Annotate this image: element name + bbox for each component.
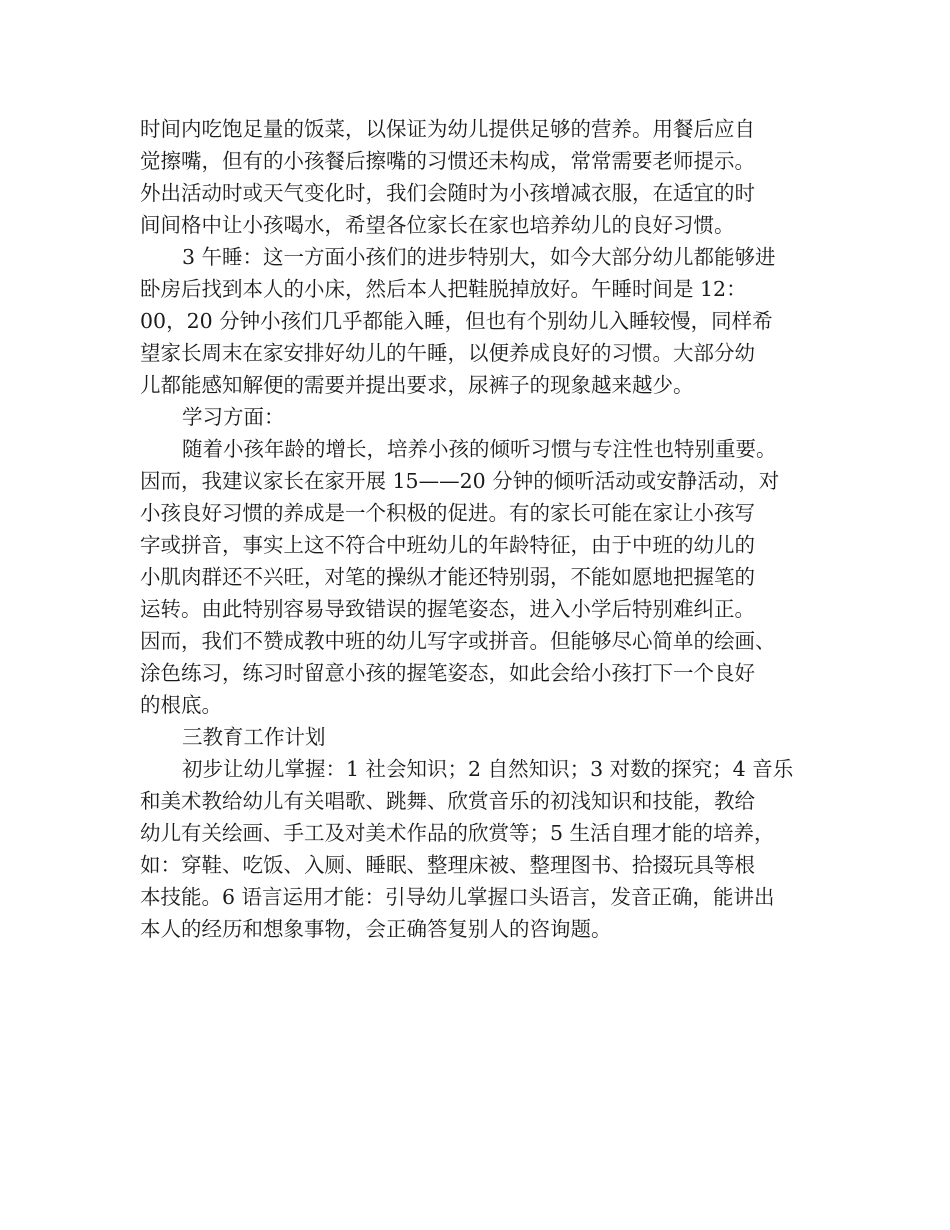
text-line: 间间格中让小孩喝水，希望各位家长在家也培养幼儿的良好习惯。 — [140, 213, 735, 237]
text-line: 的根底。 — [140, 693, 222, 717]
text-line: 涂色练习，练习时留意小孩的握笔姿态，如此会给小孩打下一个良好 — [140, 661, 755, 685]
text-line: 因而，我建议家长在家开展 15——20 分钟的倾听活动或安静活动，对 — [140, 469, 780, 493]
section-heading-education-plan: 三教育工作计划 — [182, 725, 326, 749]
text-line: 外出活动时或天气变化时，我们会随时为小孩增减衣服，在适宜的时 — [140, 181, 755, 205]
text-line: 本技能。6 语言运用才能：引导幼儿掌握口头语言，发音正确，能讲出 — [140, 885, 775, 909]
document-body — [140, 113, 820, 945]
text-line: 小肌肉群还不兴旺，对笔的操纵才能还特别弱，不能如愿地把握笔的 — [140, 565, 755, 589]
text-line: 和美术教给幼儿有关唱歌、跳舞、欣赏音乐的初浅知识和技能，教给 — [140, 789, 755, 813]
section-heading-study: 学习方面： — [182, 405, 285, 429]
text-line: 小孩良好习惯的养成是一个积极的促进。有的家长可能在家让小孩写 — [140, 501, 755, 525]
text-line: 觉擦嘴，但有的小孩餐后擦嘴的习惯还未构成，常常需要老师提示。 — [140, 149, 755, 173]
text-line: 因而，我们不赞成教中班的幼儿写字或拼音。但能够尽心简单的绘画、 — [140, 629, 776, 653]
text-line: 00，20 分钟小孩们几乎都能入睡，但也有个别幼儿入睡较慢，同样希 — [140, 309, 773, 333]
text-line: 幼儿有关绘画、手工及对美术作品的欣赏等；5 生活自理才能的培养， — [140, 821, 775, 845]
text-line: 卧房后找到本人的小床，然后本人把鞋脱掉放好。午睡时间是 12： — [140, 277, 747, 301]
text-line: 望家长周末在家安排好幼儿的午睡，以便养成良好的习惯。大部分幼 — [140, 341, 755, 365]
paragraph-first-line: 随着小孩年龄的增长，培养小孩的倾听习惯与专注性也特别重要。 — [182, 437, 777, 461]
text-line: 运转。由此特别容易导致错误的握笔姿态，进入小学后特别难纠正。 — [140, 597, 755, 621]
paragraph-first-line: 初步让幼儿掌握：1 社会知识；2 自然知识；3 对数的探究；4 音乐 — [182, 757, 794, 781]
text-line: 如：穿鞋、吃饭、入厕、睡眠、整理床被、整理图书、拾掇玩具等根 — [140, 853, 755, 877]
text-line: 儿都能感知解便的需要并提出要求，尿裤子的现象越来越少。 — [140, 373, 694, 397]
text-line: 字或拼音，事实上这不符合中班幼儿的年龄特征，由于中班的幼儿的 — [140, 533, 755, 557]
paragraph-first-line: 3 午睡：这一方面小孩们的进步特别大，如今大部分幼儿都能够进 — [182, 245, 776, 269]
text-line: 本人的经历和想象事物，会正确答复别人的咨询题。 — [140, 917, 612, 941]
text-line: 时间内吃饱足量的饭菜，以保证为幼儿提供足够的营养。用餐后应自 — [140, 117, 755, 141]
